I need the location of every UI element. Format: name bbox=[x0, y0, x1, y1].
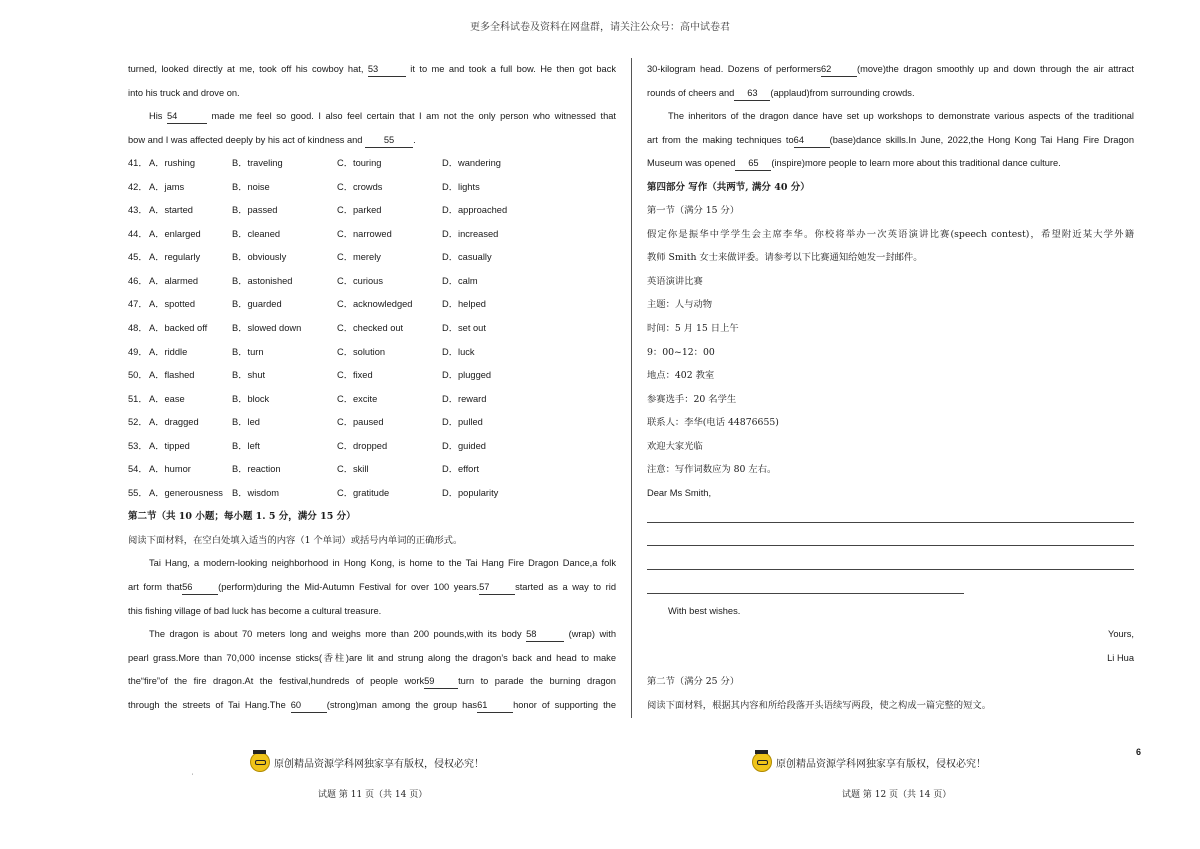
copyright-notice-right: 原创精品资源学科网独家享有版权，侵权必究！ bbox=[752, 752, 986, 772]
passage-line: turned, looked directly at me, took off his cowboy hat, 53 it to me and took a full bow. He then got back bbox=[128, 58, 616, 82]
option-d[interactable]: D．calm bbox=[442, 275, 478, 286]
option-d[interactable]: D．pulled bbox=[442, 417, 483, 428]
option-d[interactable]: D．helped bbox=[442, 299, 486, 310]
option-row bbox=[128, 176, 616, 200]
question-number: 46． bbox=[128, 275, 148, 286]
option-a[interactable]: A．dragged bbox=[149, 417, 199, 428]
owl-logo-icon bbox=[752, 752, 772, 772]
option-b[interactable]: B．obviously bbox=[232, 252, 287, 263]
option-row bbox=[128, 364, 616, 388]
option-row bbox=[128, 435, 616, 459]
option-c[interactable]: C．fixed bbox=[337, 370, 373, 381]
passage-line: pearl grass.More than 70,000 incense sticks(香柱)are lit and strung along the dragon’s back and head to make bbox=[128, 652, 616, 663]
blank-53[interactable]: 53 bbox=[368, 63, 406, 77]
question-number: 48． bbox=[128, 323, 148, 334]
column-divider bbox=[631, 58, 632, 718]
option-a[interactable]: A．flashed bbox=[149, 370, 195, 381]
question-number: 41． bbox=[128, 158, 148, 169]
question-number: 52． bbox=[128, 417, 148, 428]
notice-line: 9：00~12：00 bbox=[647, 346, 715, 358]
option-d[interactable]: D．set out bbox=[442, 323, 486, 334]
writing-line[interactable] bbox=[647, 552, 1134, 576]
section-instruction: 阅读下面材料，在空白处填入适当的内容（1 个单词）或括号内单词的正确形式。 bbox=[128, 534, 463, 546]
blank-58[interactable]: 58 bbox=[526, 628, 564, 642]
option-row bbox=[128, 482, 616, 506]
section-heading: 第二节（共 10 小题；每小题 1. 5 分，满分 15 分） bbox=[128, 511, 356, 523]
option-a[interactable]: A．generousness bbox=[149, 487, 223, 498]
passage-line: Museum was opened 65 (inspire)more people to learn more about this traditional dance culture. bbox=[647, 152, 1134, 176]
question-number: 42． bbox=[128, 181, 148, 192]
option-row bbox=[128, 246, 616, 270]
section2-label: 第二节（满分 25 分） bbox=[647, 676, 740, 688]
option-row bbox=[128, 458, 616, 482]
option-d[interactable]: D．approached bbox=[442, 205, 508, 216]
option-d[interactable]: D．plugged bbox=[442, 370, 492, 381]
passage-line: the“fire”of the fire dragon.At the festival,hundreds of people work59 turn to parade the burning dragon bbox=[128, 670, 616, 694]
question-number: 51． bbox=[128, 393, 148, 404]
notice-line: 欢迎大家光临 bbox=[647, 440, 703, 452]
option-a[interactable]: A．regularly bbox=[149, 252, 201, 263]
blank-62[interactable]: 62 bbox=[821, 63, 857, 77]
option-c[interactable]: C．excite bbox=[337, 393, 378, 404]
option-c[interactable]: C．merely bbox=[337, 252, 381, 263]
left-column bbox=[128, 58, 616, 717]
contest-notice bbox=[647, 270, 1134, 482]
passage-line: His 54 made me feel so good. I also feel certain that I am not the only person who witnessed that bbox=[128, 105, 616, 129]
option-b[interactable]: B．wisdom bbox=[232, 487, 280, 498]
question-number: 53． bbox=[128, 440, 148, 451]
question-number: 43． bbox=[128, 205, 148, 216]
option-b[interactable]: B．block bbox=[232, 393, 270, 404]
blank-54[interactable]: 54 bbox=[167, 110, 207, 124]
option-a[interactable]: A．spotted bbox=[149, 299, 195, 310]
blank-56[interactable]: 56 bbox=[182, 581, 218, 595]
stray-mark: ' bbox=[192, 774, 194, 780]
option-b[interactable]: B．guarded bbox=[232, 299, 282, 310]
passage-line: art from the making techniques to64 (base)dance skills.In June, 2022,the Hong Kong Tai Hang Fire Dragon bbox=[647, 129, 1134, 153]
option-c[interactable]: C．parked bbox=[337, 205, 382, 216]
closing: With best wishes. bbox=[668, 605, 741, 616]
option-b[interactable]: B．shut bbox=[232, 370, 266, 381]
option-row bbox=[128, 152, 616, 176]
owl-logo-icon bbox=[250, 752, 270, 772]
option-b[interactable]: B．turn bbox=[232, 346, 264, 357]
passage-line: into his truck and drove on. bbox=[128, 87, 240, 98]
option-row bbox=[128, 317, 616, 341]
page-footer-left: 试题 第 11 页（共 14 页） bbox=[318, 790, 428, 800]
question-number: 47． bbox=[128, 299, 148, 310]
option-row bbox=[128, 388, 616, 412]
option-b[interactable]: B．passed bbox=[232, 205, 278, 216]
notice-line: 时间：5 月 15 日上午 bbox=[647, 323, 739, 335]
option-b[interactable]: B．slowed down bbox=[232, 323, 302, 334]
blank-60[interactable]: 60 bbox=[291, 699, 327, 713]
option-c[interactable]: C．skill bbox=[337, 464, 369, 475]
writing-line[interactable] bbox=[647, 529, 1134, 553]
blank-59[interactable]: 59 bbox=[424, 675, 458, 689]
option-a[interactable]: A．humor bbox=[149, 464, 191, 475]
option-d[interactable]: D．reward bbox=[442, 393, 487, 404]
option-row bbox=[128, 293, 616, 317]
passage-line: The dragon is about 70 meters long and weighs more than 200 pounds,with its body 58 (wrap) with bbox=[128, 623, 616, 647]
option-d[interactable]: D．increased bbox=[442, 228, 499, 239]
notice-line: 英语演讲比赛 bbox=[647, 275, 703, 287]
option-row bbox=[128, 223, 616, 247]
option-d[interactable]: D．casually bbox=[442, 252, 492, 263]
section2-instruction: 阅读下面材料，根据其内容和所给段落开头语续写两段，使之构成一篇完整的短文。 bbox=[647, 699, 991, 711]
option-d[interactable]: D．lights bbox=[442, 181, 480, 192]
copyright-notice-left: 原创精品资源学科网独家享有版权，侵权必究！ bbox=[250, 752, 484, 772]
option-c[interactable]: C．checked out bbox=[337, 323, 404, 334]
passage-line: The inheritors of the dragon dance have set up workshops to demonstrate various aspects of the traditional bbox=[668, 111, 1134, 122]
option-a[interactable]: A．tipped bbox=[149, 440, 190, 451]
option-b[interactable]: B．cleaned bbox=[232, 228, 281, 239]
option-c[interactable]: C．narrowed bbox=[337, 228, 392, 239]
question-number: 55． bbox=[128, 487, 148, 498]
blank-64[interactable]: 64 bbox=[794, 134, 830, 148]
option-row bbox=[128, 341, 616, 365]
page-footer-right: 试题 第 12 页（共 14 页） bbox=[842, 790, 952, 800]
option-d[interactable]: D．luck bbox=[442, 346, 475, 357]
option-c[interactable]: C．solution bbox=[337, 346, 386, 357]
option-a[interactable]: A．alarmed bbox=[149, 275, 199, 286]
blank-55[interactable]: 55 bbox=[365, 134, 413, 148]
notice-line: 注意：写作词数应为 80 左右。 bbox=[647, 464, 777, 476]
option-c[interactable]: C．acknowledged bbox=[337, 299, 413, 310]
passage-line: Tai Hang, a modern-looking neighborhood in Hong Kong, is home to the Tai Hang Fire Dragon Dance,a folk bbox=[149, 558, 616, 569]
writing-line[interactable] bbox=[647, 576, 1134, 600]
option-c[interactable]: C．curious bbox=[337, 275, 383, 286]
question-number: 49． bbox=[128, 346, 148, 357]
question-number: 45． bbox=[128, 252, 148, 263]
option-a[interactable]: A．jams bbox=[149, 181, 185, 192]
blank-63[interactable]: 63 bbox=[734, 87, 770, 101]
top-notice: 更多全科试卷及资料在网盘群，请关注公众号：高中试卷君 bbox=[470, 22, 730, 33]
option-b[interactable]: B．traveling bbox=[232, 158, 283, 169]
passage-line: this fishing village of bad luck has become a cultural treasure. bbox=[128, 605, 382, 616]
part4-heading: 第四部分 写作（共两节, 满分 40 分） bbox=[647, 181, 810, 193]
passage-line: art form that56 (perform)during the Mid-Autumn Festival for over 100 years.57 started as a way to rid bbox=[128, 576, 616, 600]
passage-line: 30-kilogram head. Dozens of performers62 (move)the dragon smoothly up and down through the air attract bbox=[647, 58, 1134, 82]
question-number: 50． bbox=[128, 370, 148, 381]
blank-65[interactable]: 65 bbox=[735, 157, 771, 171]
section1-label: 第一节（满分 15 分） bbox=[647, 205, 740, 217]
signoff-name: Li Hua bbox=[1107, 652, 1134, 663]
option-a[interactable]: A．ease bbox=[149, 393, 185, 404]
option-b[interactable]: B．led bbox=[232, 417, 260, 428]
option-c[interactable]: C．dropped bbox=[337, 440, 388, 451]
task-line: 教师 Smith 女士来做评委。请参考以下比赛通知给她发一封邮件。 bbox=[647, 252, 923, 264]
blank-57[interactable]: 57 bbox=[479, 581, 515, 595]
option-b[interactable]: B．astonished bbox=[232, 275, 293, 286]
option-b[interactable]: B．noise bbox=[232, 181, 270, 192]
passage-line: rounds of cheers and 63 (applaud)from surrounding crowds. bbox=[647, 82, 1134, 106]
option-row bbox=[128, 199, 616, 223]
notice-line: 参赛选手：20 名学生 bbox=[647, 393, 737, 405]
option-b[interactable]: B．left bbox=[232, 440, 260, 451]
page-mark: 6 bbox=[1136, 747, 1142, 757]
option-a[interactable]: A．rushing bbox=[149, 158, 195, 169]
option-b[interactable]: B．reaction bbox=[232, 464, 281, 475]
option-d[interactable]: D．guided bbox=[442, 440, 486, 451]
option-d[interactable]: D．popularity bbox=[442, 487, 499, 498]
right-column bbox=[647, 58, 1134, 717]
passage-line: bow and I was affected deeply by his act of kindness and 55 . bbox=[128, 129, 616, 153]
option-a[interactable]: A．enlarged bbox=[149, 228, 201, 239]
notice-line: 联系人：李华(电话 44876655) bbox=[647, 417, 779, 429]
option-c[interactable]: C．gratitude bbox=[337, 487, 390, 498]
writing-line[interactable] bbox=[647, 505, 1134, 529]
notice-line: 主题：人与动物 bbox=[647, 299, 713, 311]
option-c[interactable]: C．paused bbox=[337, 417, 384, 428]
option-a[interactable]: A．backed off bbox=[149, 323, 208, 334]
option-a[interactable]: A．riddle bbox=[149, 346, 188, 357]
task-line: 假定你是振华中学学生会主席李华。你校将举办一次英语演讲比赛(speech contest)，希望附近某大学外籍 bbox=[647, 228, 1134, 240]
blank-61[interactable]: 61 bbox=[477, 699, 513, 713]
question-number: 54． bbox=[128, 464, 148, 475]
option-row bbox=[128, 270, 616, 294]
question-number: 44． bbox=[128, 228, 148, 239]
option-d[interactable]: D．effort bbox=[442, 464, 480, 475]
salutation: Dear Ms Smith, bbox=[647, 487, 712, 498]
options-list bbox=[128, 152, 616, 505]
option-d[interactable]: D．wandering bbox=[442, 158, 501, 169]
option-row bbox=[128, 411, 616, 435]
passage-line: through the streets of Tai Hang.The 60 (strong)man among the group has61 honor of supporting the bbox=[128, 694, 616, 718]
signoff-yours: Yours, bbox=[1107, 629, 1134, 640]
option-c[interactable]: C．crowds bbox=[337, 181, 383, 192]
notice-line: 地点：402 教室 bbox=[647, 370, 715, 382]
option-c[interactable]: C．touring bbox=[337, 158, 382, 169]
option-a[interactable]: A．started bbox=[149, 205, 193, 216]
